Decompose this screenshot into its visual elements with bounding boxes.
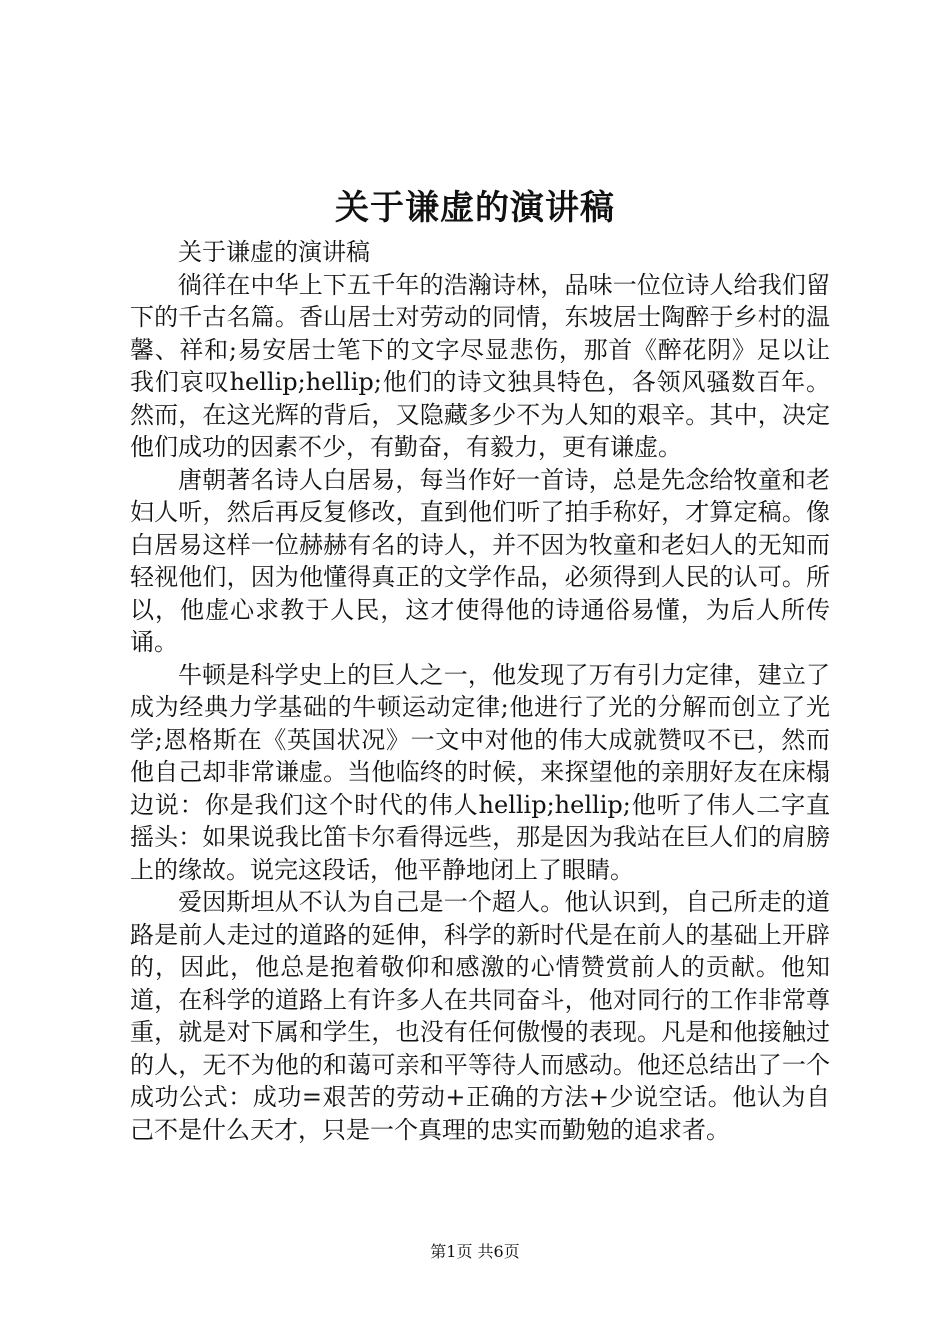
paragraph-einstein: 爱因斯坦从不认为自己是一个超人。他认识到，自己所走的道路是前人走过的道路的延伸，科学的新时代是在前人的基础上开辟的，因此，他总是抱着敬仰和感激的心情赞赏前人的贡献。他知道，在科学的道路上有许多人在共同奋斗，他对同行的工作非常尊重，就是对下属和学生，也没有任何傲慢的表现。凡是和他接触过的人，无不为他的和蔼可亲和平等待人而感动。他还总结出了一个成功公式：成功=艰苦的劳动+正确的方法+少说空话。他认为自己不是什么天才，只是一个真理的忠实而勤勉的追求者。 (130, 888, 830, 1144)
page-footer: 第1页 共6页 (430, 1242, 520, 1261)
paragraph-poets: 徜徉在中华上下五千年的浩瀚诗林，品味一位位诗人给我们留下的千古名篇。香山居士对劳动的同情，东坡居士陶醉于乡村的温馨、祥和;易安居士笔下的文字尽显悲伤，那首《醉花阴》足以让我们哀叹hellip;hellip;他们的诗文独具特色，各领风骚数百年。然而，在这光辉的背后，又隐藏多少不为人知的艰辛。其中，决定他们成功的因素不少，有勤奋，有毅力，更有谦虚。 (130, 270, 830, 461)
paragraph-subtitle: 关于谦虚的演讲稿 (178, 238, 370, 266)
paragraph-bai-juyi: 唐朝著名诗人白居易，每当作好一首诗，总是先念给牧童和老妇人听，然后再反复修改，直到他们听了拍手称好，才算定稿。像白居易这样一位赫赫有名的诗人，并不因为牧童和老妇人的无知而轻视他们，因为他懂得真正的文学作品，必须得到人民的认可。所以，他虚心求教于人民，这才使得他的诗通俗易懂，为后人所传诵。 (130, 465, 830, 656)
paragraph-newton: 牛顿是科学史上的巨人之一，他发现了万有引力定律，建立了成为经典力学基础的牛顿运动定律;他进行了光的分解而创立了光学;恩格斯在《英国状况》一文中对他的伟大成就赞叹不已，然而他自己却非常谦虚。当他临终的时候，来探望他的亲朋好友在床榻边说：你是我们这个时代的伟人hellip;hellip;他听了伟人二字直摇头：如果说我比笛卡尔看得远些，那是因为我站在巨人们的肩膀上的缘故。说完这段话，他平静地闭上了眼睛。 (130, 660, 830, 884)
document-title: 关于谦虚的演讲稿 (335, 188, 615, 228)
document-body (130, 236, 830, 1146)
